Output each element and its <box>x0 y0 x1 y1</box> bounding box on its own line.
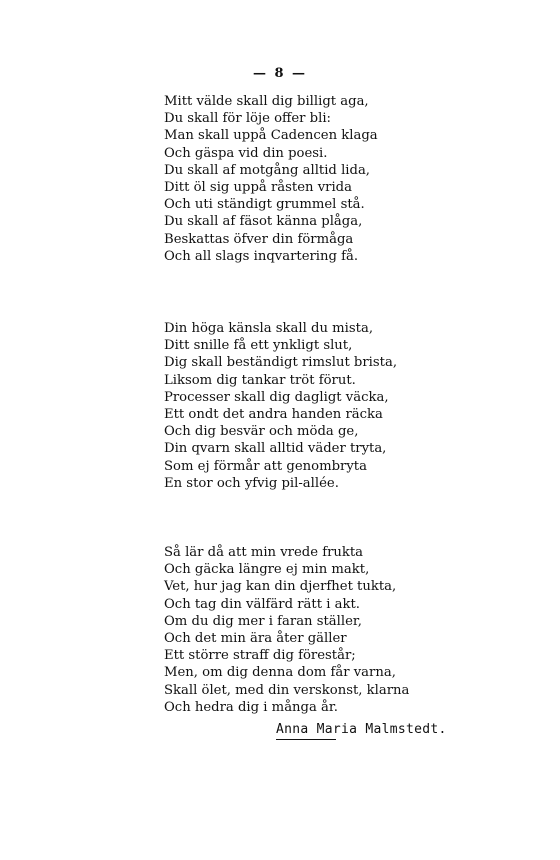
poem-line: Om du dig mer i faran ställer, <box>164 613 362 629</box>
page-number: — 8 — <box>252 66 308 81</box>
poem-line: Din qvarn skall alltid väder tryta, <box>164 441 387 457</box>
poem-line: Ditt öl sig uppå råsten vrida <box>164 179 352 195</box>
poem-line: Och all slags inqvartering få. <box>164 248 359 264</box>
poem-line: Ett ondt det andra handen räcka <box>164 406 383 422</box>
poem-line: Dig skall beständigt rimslut brista, <box>164 355 398 371</box>
poem-line: Skall ölet, med din verskonst, klarna <box>164 682 410 698</box>
poem-line: Och gäspa vid din poesi. <box>164 145 328 161</box>
poem-line: Som ej förmår att genombryta <box>164 458 367 474</box>
poem-line: Din höga känsla skall du mista, <box>164 321 374 336</box>
stanza-1 <box>164 93 378 265</box>
poem-line: Och gäcka längre ej min makt, <box>164 562 370 578</box>
poem-line: Ett större straff dig förestår; <box>164 648 356 664</box>
poem-line: Och uti ständigt grummel stå. <box>164 197 365 213</box>
poem-line: Och hedra dig i många år. <box>164 699 338 715</box>
poem-line: Ditt snille få ett ynkligt slut, <box>164 338 353 354</box>
poem-line: Du skall af fäsot känna plåga, <box>164 214 363 230</box>
poem-line: Du skall för löje offer bli: <box>164 111 331 127</box>
author-signature <box>276 722 447 737</box>
poem-line: Processer skall dig dagligt väcka, <box>164 389 389 405</box>
poem-line: En stor och yfvig pil-allée. <box>164 475 339 491</box>
poem-line: Vet, hur jag kan din djerfhet tukta, <box>164 579 397 595</box>
poem-line: Du skall af motgång alltid lida, <box>164 162 370 178</box>
poem-line: Beskattas öfver din förmåga <box>164 231 354 247</box>
poem-line: Men, om dig denna dom får varna, <box>164 665 396 681</box>
stanza-3 <box>164 544 409 716</box>
poem-line: Och dig besvär och möda ge, <box>164 424 359 440</box>
poem-line: Så lär då att min vrede frukta <box>164 545 364 560</box>
author-name: Anna Maria Malmstedt. <box>276 722 447 737</box>
poem-line: Liksom dig tankar tröt förut. <box>164 372 356 388</box>
poem-line: Mitt välde skall dig billigt aga, <box>164 94 369 109</box>
poem-line: Och tag din välfärd rätt i akt. <box>164 596 360 612</box>
stanza-2 <box>164 320 397 492</box>
poem-line: Man skall uppå Cadencen klaga <box>164 128 378 144</box>
signature-underline <box>276 739 336 740</box>
poem-line: Och det min ära åter gäller <box>164 630 347 646</box>
